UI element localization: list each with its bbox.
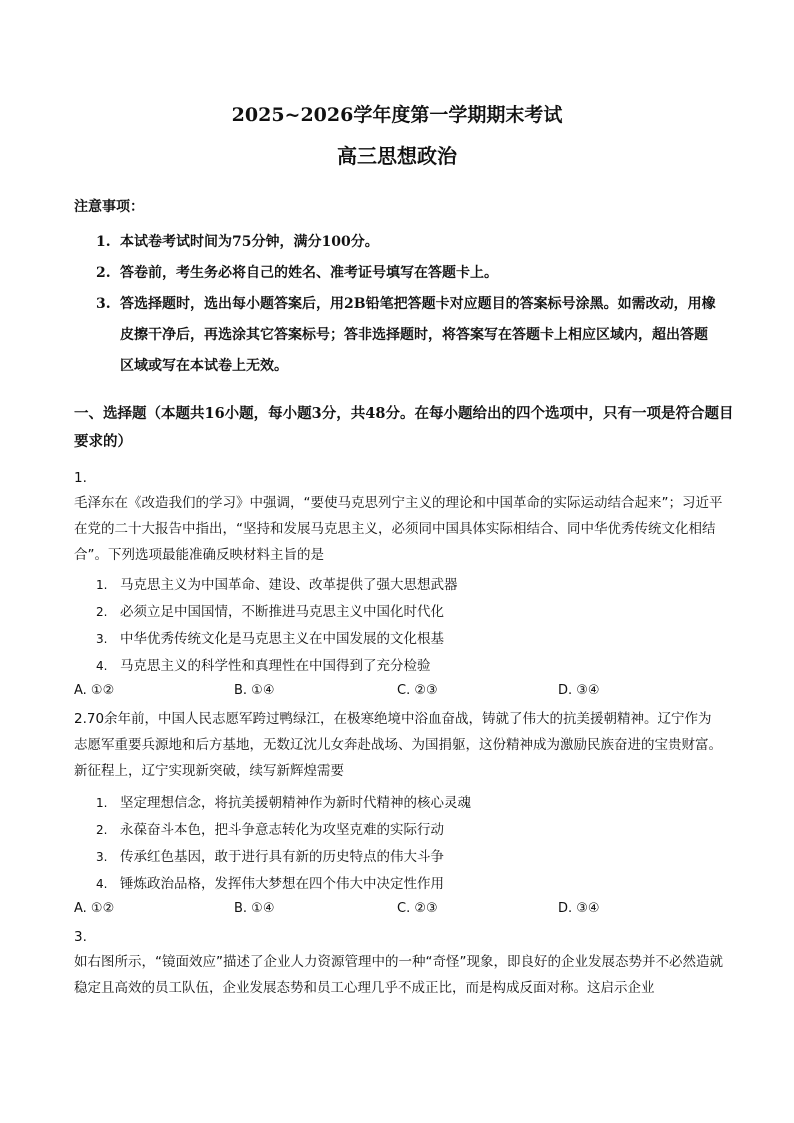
question-option (96, 573, 458, 593)
answer-choice: A. ①② (74, 901, 115, 916)
section-heading: 一、选择题（本题共16小题，每小题3分，共48分。在每小题给出的四个选项中，只有一项是符合题目要求的） (74, 405, 734, 450)
answer-choice: A. ①② (74, 683, 115, 698)
question-option (96, 872, 444, 892)
option-text: 必须立足中国国情，不断推进马克思主义中国化时代化 (120, 604, 444, 620)
exam-title: 2025~2026学年度第一学期期末考试 (231, 104, 563, 126)
option-text: 马克思主义为中国革命、建设、改革提供了强大思想武器 (120, 577, 458, 593)
option-number: 1. (96, 796, 108, 810)
option-text: 传承红色基因，敢于进行具有新的历史特点的伟大斗争 (120, 849, 444, 865)
question-option (96, 818, 444, 838)
option-number: 3. (96, 632, 108, 646)
option-text: 坚定理想信念，将抗美援朝精神作为新时代精神的核心灵魂 (120, 795, 471, 811)
question-stem: 如右图所示，“镜面效应”描述了企业人力资源管理中的一种“奇怪”现象，即良好的企业发展态势并不必然造就稳定且高效的员工队伍，企业发展态势和员工心理几乎不成正比，而是构成反面对称。这启示企业 (74, 954, 723, 996)
question-number: 3. (74, 929, 87, 945)
notice-item-text: 本试卷考试时间为75分钟，满分100分。 (120, 234, 379, 250)
exam-subject: 高三思想政治 (337, 144, 457, 168)
answer-choice: C. ②③ (397, 683, 438, 698)
notice-item-number: 1. (96, 234, 111, 250)
question-option (96, 791, 471, 811)
notice-item-number: 3. (96, 296, 111, 312)
question-stem: 毛泽东在《改造我们的学习》中强调，“要使马克思列宁主义的理论和中国革命的实际运动结合起来”；习近平在党的二十大报告中指出，“坚持和发展马克思主义，必须同中国具体实际相结合、同中华优秀传统文化相结合”。下列选项最能准确反映材料主旨的是 (74, 495, 723, 563)
option-text: 锤炼政治品格，发挥伟大梦想在四个伟大中决定性作用 (120, 876, 444, 892)
question-option (96, 600, 444, 620)
question-option (96, 627, 444, 647)
question-stem: 2.70余年前，中国人民志愿军跨过鸭绿江，在极寒绝境中浴血奋战，铸就了伟大的抗美援朝精神。辽宁作为志愿军重要兵源地和后方基地，无数辽沈儿女奔赴战场、为国捐躯，这份精神成为激励民族奋进的宝贵财富。新征程上，辽宁实现新突破，续写新辉煌需要 (74, 711, 722, 779)
answer-choice: B. ①④ (234, 683, 275, 698)
question-option (96, 654, 431, 674)
answer-choice: D. ③④ (558, 901, 600, 916)
question-number: 1. (74, 470, 87, 486)
answer-choice: B. ①④ (234, 901, 275, 916)
option-text: 中华优秀传统文化是马克思主义在中国发展的文化根基 (120, 631, 444, 647)
option-text: 马克思主义的科学性和真理性在中国得到了充分检验 (120, 658, 431, 674)
notice-item-number: 2. (96, 265, 111, 281)
answer-choice: D. ③④ (558, 683, 600, 698)
notice-heading: 注意事项： (74, 199, 144, 215)
option-text: 永葆奋斗本色，把斗争意志转化为攻坚克难的实际行动 (120, 822, 444, 838)
option-number: 2. (96, 605, 108, 619)
option-number: 4. (96, 877, 108, 891)
option-number: 3. (96, 850, 108, 864)
notice-item-text: 答选择题时，选出每小题答案后，用2B铅笔把答题卡对应题目的答案标号涂黑。如需改动，用橡皮擦干净后，再选涂其它答案标号；答非选择题时，将答案写在答题卡上相应区域内，超出答题区域或写在本试卷上无效。 (120, 296, 716, 374)
answer-choice: C. ②③ (397, 901, 438, 916)
option-number: 2. (96, 823, 108, 837)
option-number: 1. (96, 578, 108, 592)
option-number: 4. (96, 659, 108, 673)
question-option (96, 845, 444, 865)
notice-item-text: 答卷前，考生务必将自己的姓名、准考证号填写在答题卡上。 (120, 265, 498, 281)
